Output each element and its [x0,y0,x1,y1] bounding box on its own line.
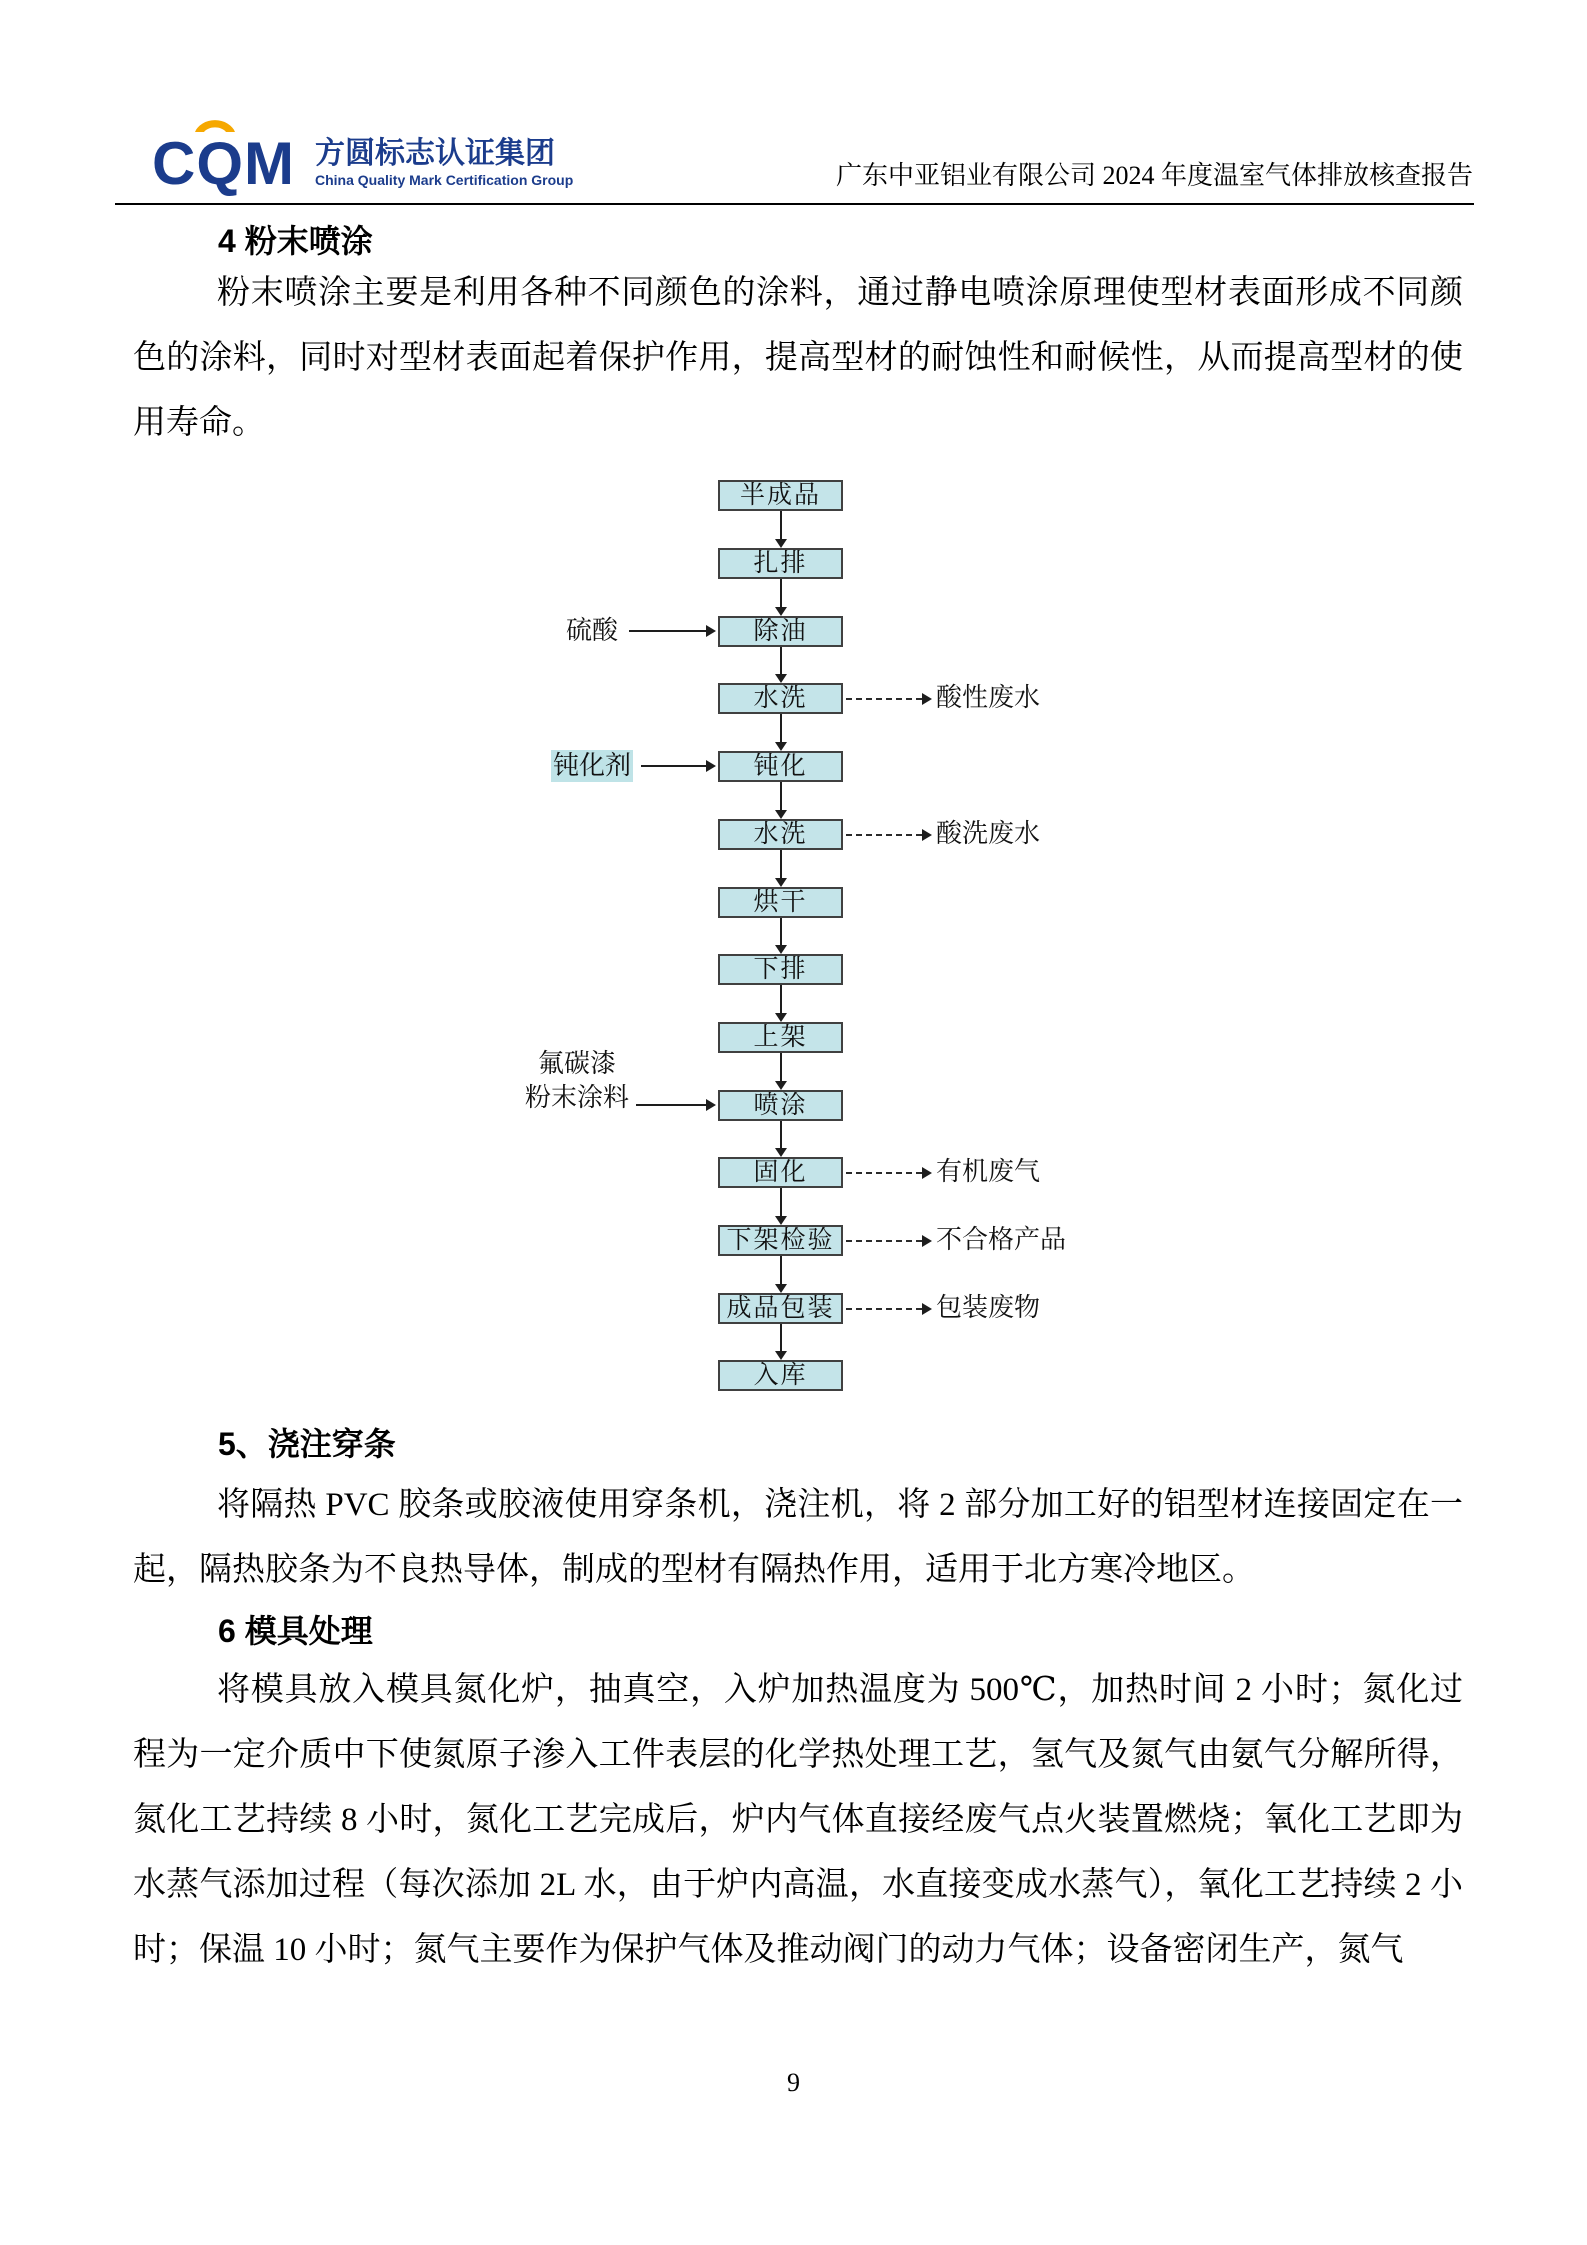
section-heading-mold-treatment: 6 模具处理 [218,1613,373,1649]
down-arrow [780,1324,782,1351]
down-arrow [780,647,782,674]
input-label-passivator: 钝化剂 [553,751,632,780]
section-heading-powder-coating: 4 粉末喷涂 [218,223,373,259]
page-number: 9 [787,2068,800,2097]
flow-node-8: 下排 [718,954,843,985]
input-label-line1: 氟碳漆 [537,1049,616,1078]
down-arrow [780,1121,782,1148]
flow-node-5: 钝化 [718,751,843,782]
flow-node-14: 入库 [718,1360,843,1391]
output-arrow [846,1172,922,1174]
down-arrow [780,782,782,810]
flow-node-4: 水洗 [718,683,843,714]
flow-node-6: 水洗 [718,819,843,850]
flow-node-7: 烘干 [718,887,843,918]
down-arrow [780,1188,782,1216]
output-arrow [846,1240,922,1242]
section-heading-pouring-strip: 5、浇注穿条 [218,1426,396,1462]
output-label-organic-waste-gas: 有机废气 [936,1157,1041,1186]
input-label-fluorocarbon-powder [522,1047,632,1115]
paragraph-mold-treatment: 将模具放入模具氮化炉，抽真空，入炉加热温度为 500℃，加热时间 2 小时；氮化过程为一定介质中下使氮原子渗入工件表层的化学热处理工艺，氢气及氮气由氨气分解所得，氮化工艺持续 8 小时，氮化工艺完成后，炉内气体直接经废气点火装置燃烧；氧化工艺即为水蒸气添加过程（每次添加 2L 水，由于炉内高温，水直接变成水蒸气），氧化工艺持续 2 小时；保温 10 小时；氮气主要作为保护气体及推动阀门的动力气体；设备密闭生产，氮气 [133,1672,1463,1968]
paragraph-powder-coating: 粉末喷涂主要是利用各种不同颜色的涂料，通过静电喷涂原理使型材表面形成不同颜色的涂料，同时对型材表面起着保护作用，提高型材的耐蚀性和耐候性，从而提高型材的使用寿命。 [133,275,1463,441]
output-label-acidic-wastewater: 酸性废水 [936,683,1041,712]
output-arrow [846,834,922,836]
input-arrow [629,630,706,632]
logo-name-en: China Quality Mark Certification Group [315,172,574,188]
input-arrow [636,1104,706,1106]
logo-acronym: CQM [152,130,295,197]
input-label-sulfuric-acid: 硫酸 [566,616,619,645]
flow-node-12: 下架检验 [718,1225,843,1256]
flow-node-13: 成品包装 [718,1293,843,1324]
down-arrow [780,714,782,742]
down-arrow [780,579,782,607]
down-arrow [780,1053,782,1081]
output-label-packaging-waste: 包装废物 [936,1293,1041,1322]
down-arrow [780,1256,782,1284]
flow-node-9: 上架 [718,1022,843,1053]
logo-name-cn: 方圆标志认证集团 [315,137,555,170]
flow-node-3: 除油 [718,616,843,647]
report-title: 广东中亚铝业有限公司 2024 年度温室气体排放核查报告 [835,161,1473,190]
flow-node-10: 喷涂 [718,1090,843,1121]
down-arrow [780,511,782,539]
down-arrow [780,918,782,945]
flow-node-11: 固化 [718,1157,843,1188]
down-arrow [780,850,782,878]
paragraph-pouring-strip: 将隔热 PVC 胶条或胶液使用穿条机，浇注机，将 2 部分加工好的铝型材连接固定在一起，隔热胶条为不良热导体，制成的型材有隔热作用，适用于北方寒冷地区。 [133,1487,1463,1588]
output-label-rejected-products: 不合格产品 [936,1225,1067,1254]
flow-node-1: 半成品 [718,480,843,511]
output-arrow [846,698,922,700]
flow-node-2: 扎排 [718,548,843,579]
output-arrow [846,1308,922,1310]
input-label-line2: 粉末涂料 [524,1083,629,1112]
input-arrow [641,765,706,767]
output-label-pickling-wastewater: 酸洗废水 [936,819,1041,848]
down-arrow [780,985,782,1013]
